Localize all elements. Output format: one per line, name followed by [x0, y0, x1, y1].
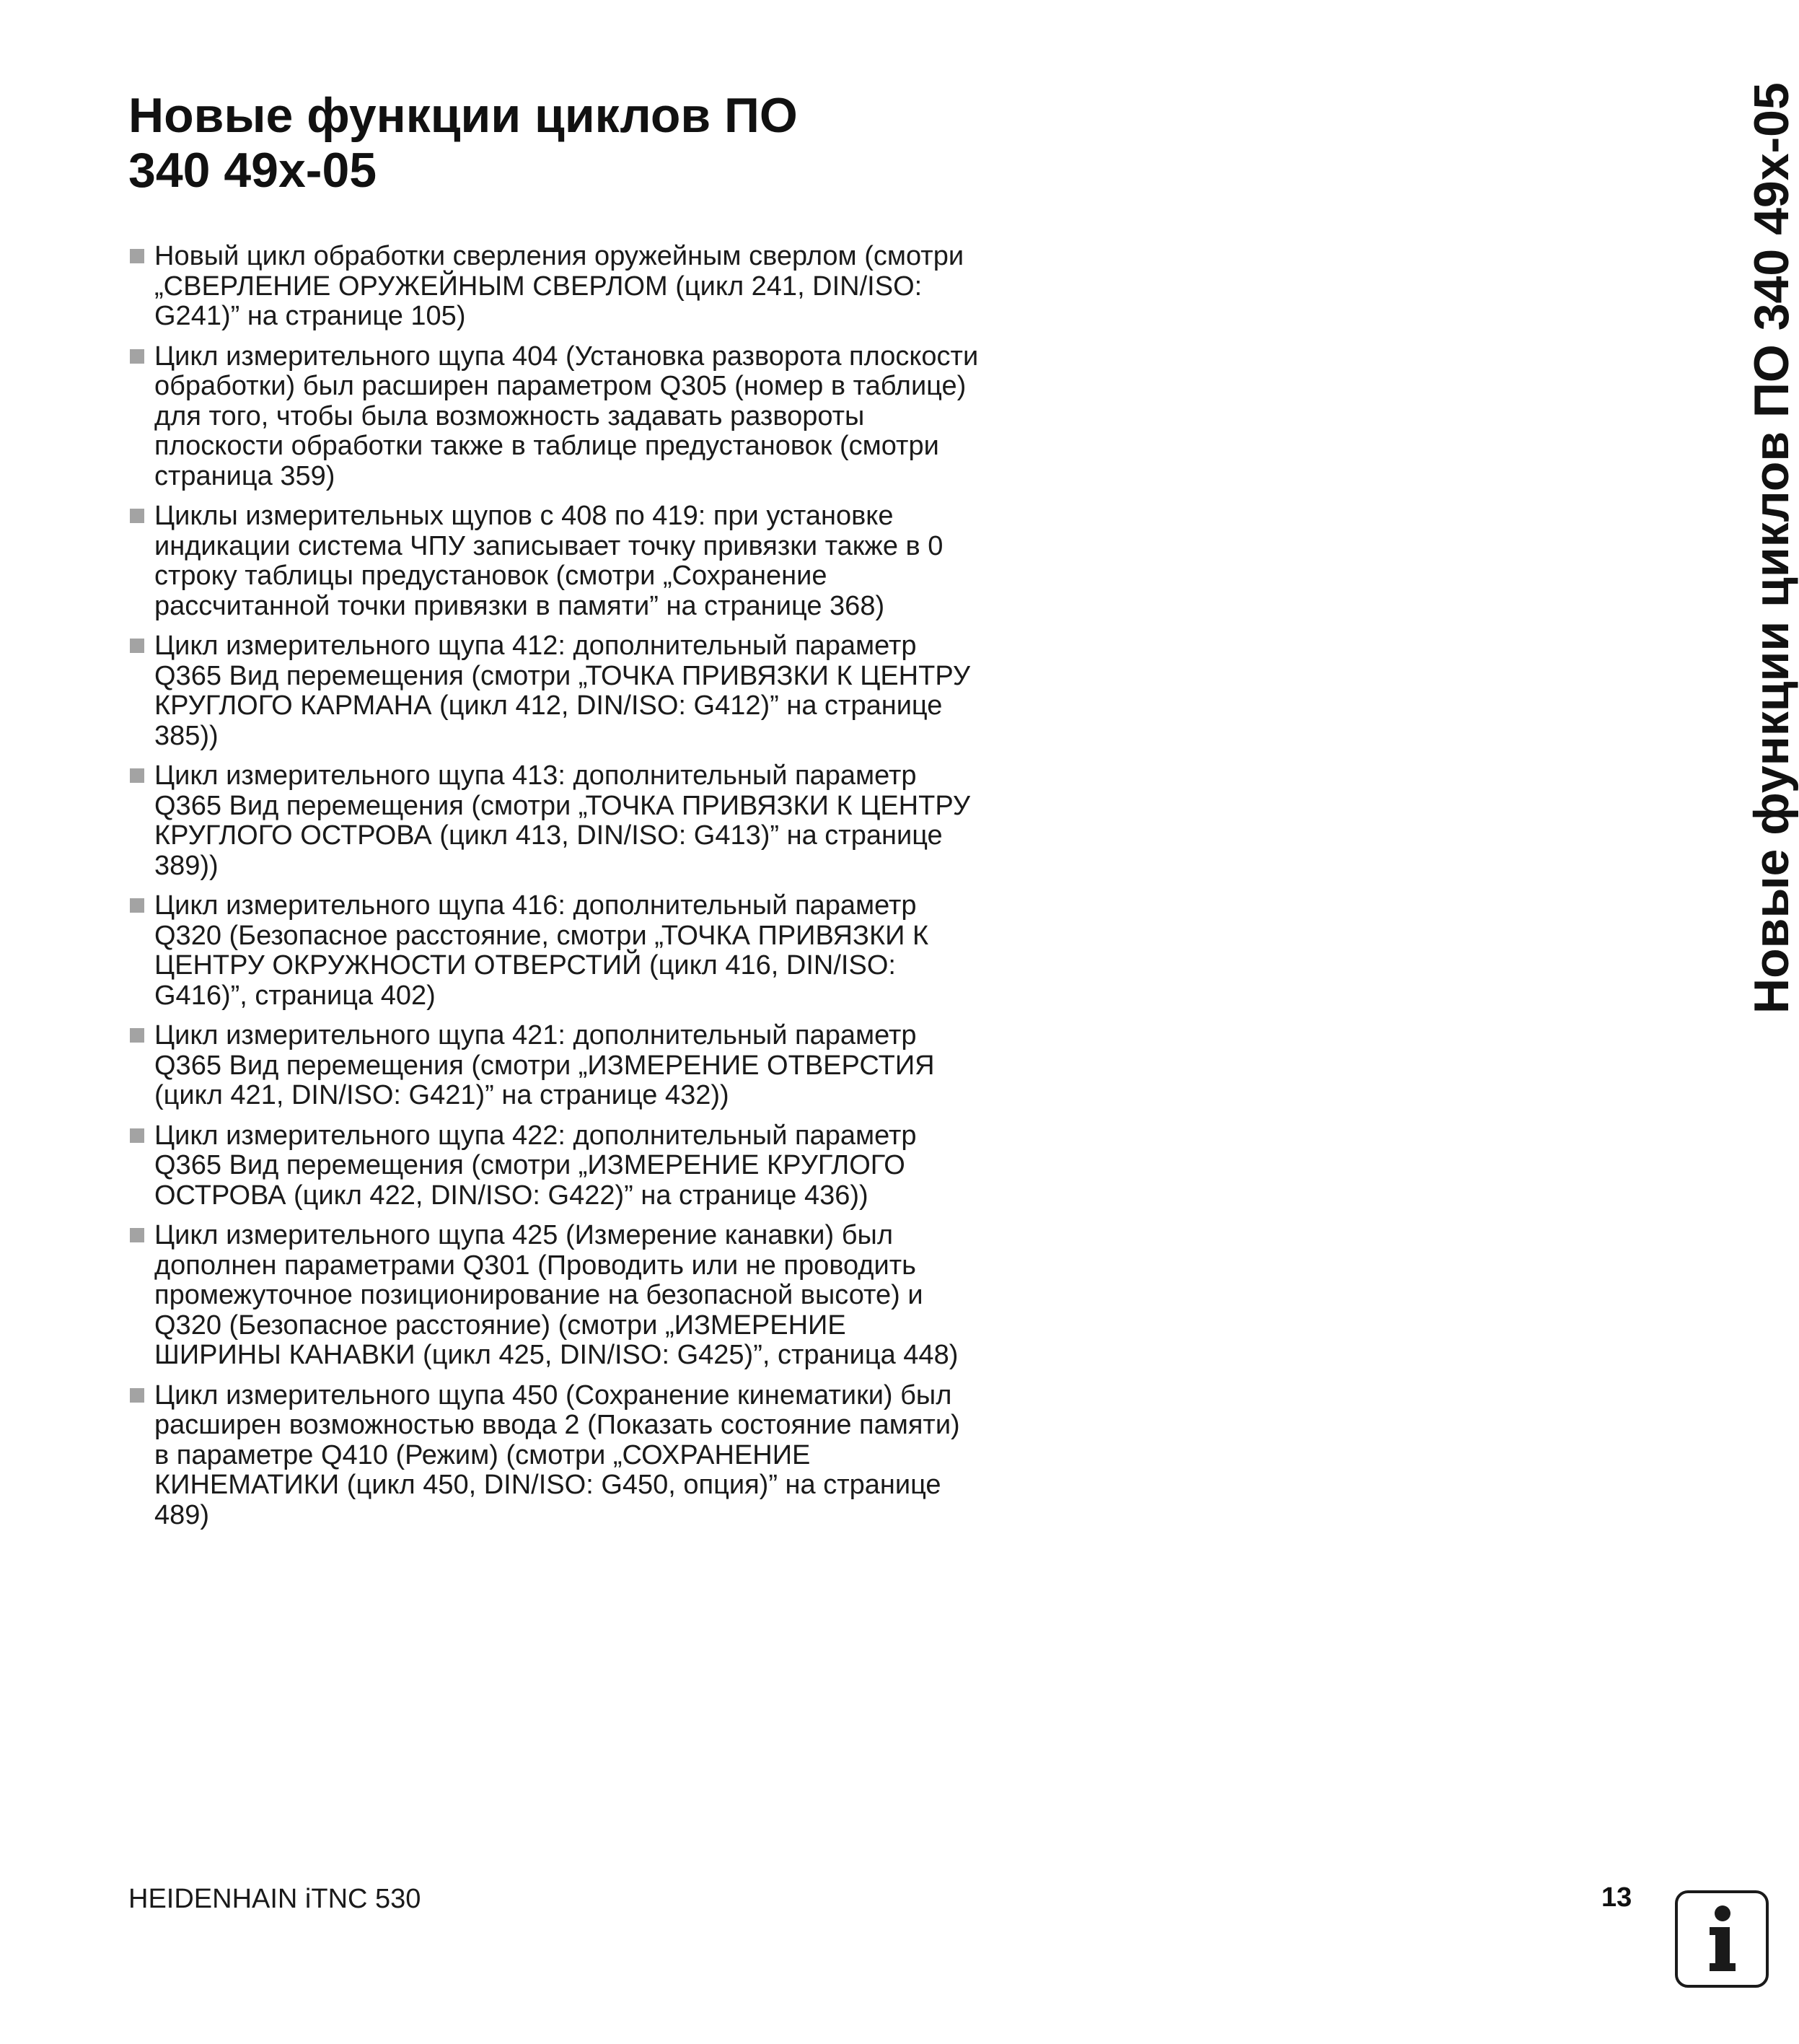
- feature-list: [128, 242, 980, 1540]
- list-item-text: Цикл измерительного щупа 421: дополнительный параметр Q365 Вид перемещения (смотри „ИЗМЕРЕНИЕ ОТВЕРСТИЯ (цикл 421, DIN/ISO: G421)” на странице 432)): [154, 1020, 935, 1110]
- list-item-text: Новый цикл обработки сверления оружейным сверлом (смотри „СВЕРЛЕНИЕ ОРУЖЕЙНЫМ СВЕРЛОМ (цикл 241, DIN/ISO: G241)” на странице 105): [154, 241, 964, 331]
- square-bullet-icon: [130, 1128, 144, 1143]
- square-bullet-icon: [130, 1028, 144, 1043]
- list-item: [128, 342, 980, 492]
- list-item-text: Цикл измерительного щупа 404 (Установка разворота плоскости обработки) был расширен параметром Q305 (номер в таблице) для того, чтобы была возможность задавать развороты плоскости обработки также в таблице предустановок (смотри страница 359): [154, 341, 979, 491]
- list-item: [128, 1121, 980, 1211]
- list-item: [128, 1021, 980, 1111]
- list-item-text: Циклы измерительных щупов с 408 по 419: при установке индикации система ЧПУ записывает точку привязки также в 0 строку таблицы предустановок (смотри „Сохранение рассчитанной точки привязки в памяти” на странице 368): [154, 501, 944, 621]
- square-bullet-icon: [130, 509, 144, 523]
- footer-product: HEIDENHAIN iTNC 530: [128, 1884, 421, 1914]
- list-item-text: Цикл измерительного щупа 416: дополнительный параметр Q320 (Безопасное расстояние, смотри „ТОЧКА ПРИВЯЗКИ К ЦЕНТРУ ОКРУЖНОСТИ ОТВЕРСТИЙ (цикл 416, DIN/ISO: G416)”, страница 402): [154, 890, 929, 1011]
- list-item: [128, 1381, 980, 1531]
- side-tab: [1686, 82, 1799, 1021]
- page-title: [128, 88, 1066, 198]
- square-bullet-icon: [130, 249, 144, 263]
- list-item: [128, 891, 980, 1011]
- page-number: 13: [1601, 1882, 1632, 1913]
- list-item-text: Цикл измерительного щупа 413: дополнительный параметр Q365 Вид перемещения (смотри „ТОЧКА ПРИВЯЗКИ К ЦЕНТРУ КРУГЛОГО ОСТРОВА (цикл 413, DIN/ISO: G413)” на странице 389)): [154, 760, 970, 881]
- list-item-text: Цикл измерительного щупа 425 (Измерение канавки) был дополнен параметрами Q301 (Проводить или не проводить промежуточное позиционирование на безопасной высоте) и Q320 (Безопасное расстояние) (смотри „ИЗМЕРЕНИЕ ШИРИНЫ КАНАВКИ (цикл 425, DIN/ISO: G425)”, страница 448): [154, 1220, 959, 1370]
- list-item-text: Цикл измерительного щупа 450 (Сохранение кинематики) был расширен возможностью ввода 2 (Показать состояние памяти) в параметре Q410 (Режим) (смотри „СОХРАНЕНИЕ КИНЕМАТИКИ (цикл 450, DIN/ISO: G450, опция)” на странице 489): [154, 1380, 960, 1530]
- side-title: Новые функции циклов ПО 340 49x-05: [1744, 82, 1799, 1014]
- page-title-line-2: 340 49x-05: [128, 143, 377, 198]
- square-bullet-icon: [130, 1228, 144, 1242]
- square-bullet-icon: [130, 639, 144, 653]
- square-bullet-icon: [130, 768, 144, 783]
- list-item-text: Цикл измерительного щупа 412: дополнительный параметр Q365 Вид перемещения (смотри „ТОЧКА ПРИВЯЗКИ К ЦЕНТРУ КРУГЛОГО КАРМАНА (цикл 412, DIN/ISO: G412)” на странице 385)): [154, 631, 970, 751]
- list-item: [128, 1221, 980, 1371]
- page-title-line-1: Новые функции циклов ПО: [128, 88, 798, 143]
- list-item: [128, 242, 980, 332]
- square-bullet-icon: [130, 1388, 144, 1403]
- square-bullet-icon: [130, 898, 144, 913]
- list-item: [128, 501, 980, 621]
- square-bullet-icon: [130, 349, 144, 364]
- list-item-text: Цикл измерительного щупа 422: дополнительный параметр Q365 Вид перемещения (смотри „ИЗМЕРЕНИЕ КРУГЛОГО ОСТРОВА (цикл 422, DIN/ISO: G422)” на странице 436)): [154, 1120, 917, 1211]
- list-item: [128, 631, 980, 751]
- info-icon: [1675, 1890, 1769, 1988]
- list-item: [128, 761, 980, 881]
